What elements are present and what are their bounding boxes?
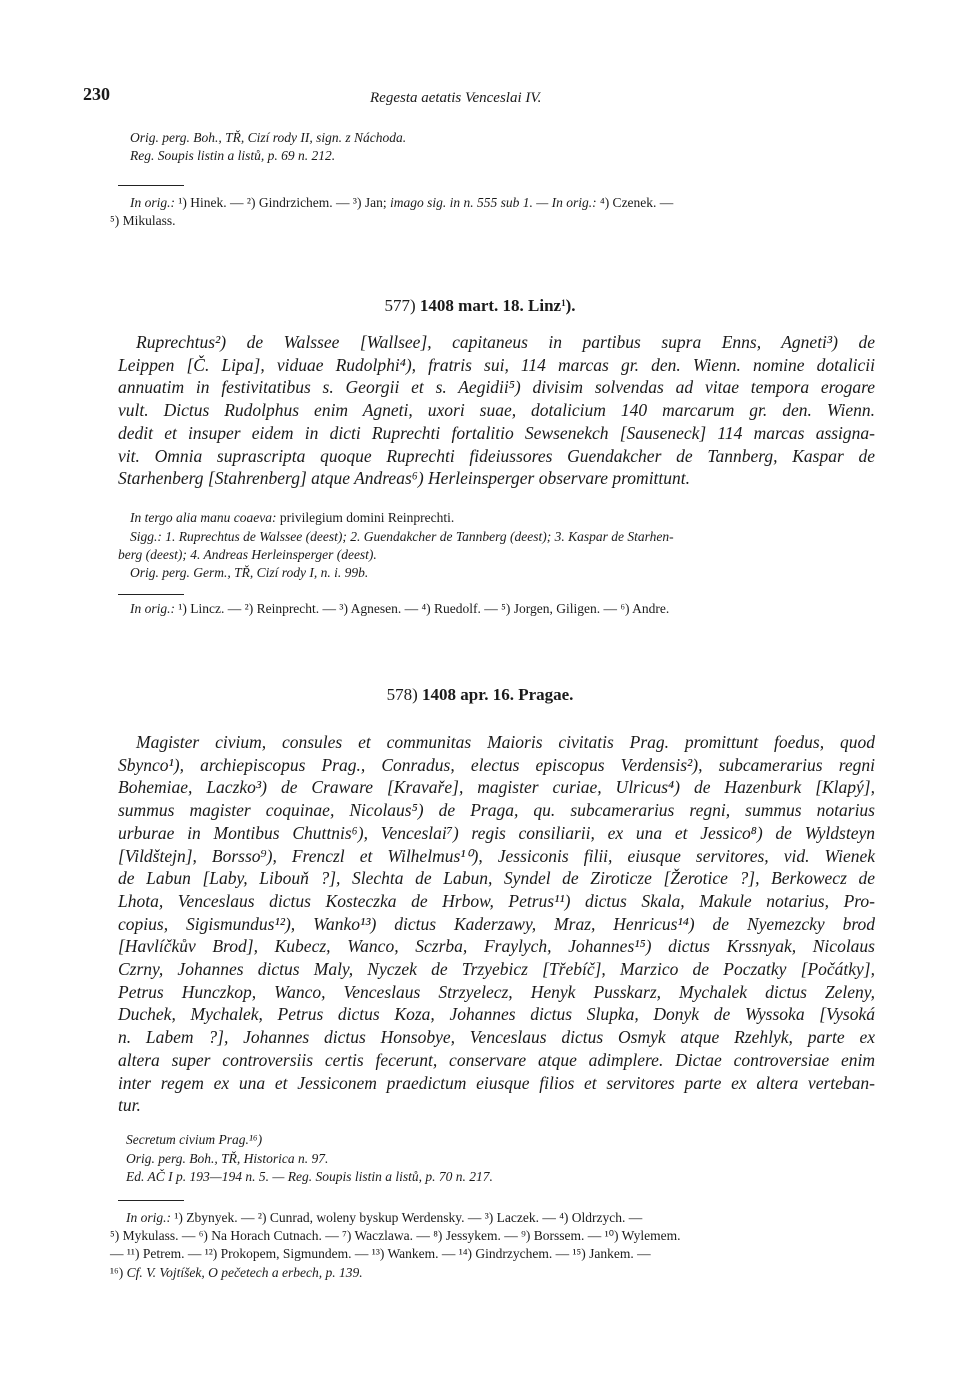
prev-footnotes-line-2: ⁵) Mikulass. — [110, 213, 176, 228]
text-line: copius, Sigismundus¹²), Wanko¹³) dictus Kaderzawy, Mraz, Henricus¹⁴) de Nyemezcky brod — [118, 913, 875, 934]
text-line: Petrus Hunczkop, Wanco, Venceslaus Strzyelecz, Henyk Pusskarz, Mychalek dictus Zeleny, — [118, 981, 875, 1002]
text-line: tur. — [118, 1095, 141, 1116]
text-line: urburae in Montibus Chuttnis⁶), Venceslai⁷) regis consiliarii, ex una et Jessico⁸) de Wyldsteyn — [118, 822, 875, 843]
text-line: Leippen [Č. Lipa], viduae Rudolphi⁴), fratris sui, 114 marcas gr. den. Wienn. nomine dotalicii — [118, 354, 875, 375]
entry-number: 578) — [386, 685, 418, 704]
entry-578-footnotes-line-1: In orig.: ¹) Zbynyek. — ²) Cunrad, woleny byskup Werdensky. — ³) Laczek. — ⁴) Oldrzych. — — [126, 1210, 643, 1225]
text-line: inter regem ex una et Jessiconem praedictum eiusque filios et servitores parte ex altera verteban- — [118, 1072, 875, 1093]
entry-577-footnotes: In orig.: ¹) Lincz. — ²) Reinprecht. — ³) Agnesen. — ⁴) Ruedolf. — ⁵) Jorgen, Giligen. — ⁶) Andre. — [130, 601, 670, 616]
text-line: Starhenberg [Stahrenberg] atque Andreas⁶) Herleinsperger observare promittunt. — [118, 468, 691, 489]
page-number: 230 — [83, 84, 110, 104]
footnote-rule — [118, 185, 184, 186]
footnote-prefix: In orig.: — [130, 195, 175, 210]
entry-577-regest — [118, 331, 875, 490]
text-line: Magister civium, consules et communitas Maioris civitatis Prag. promittunt foedus, quod — [136, 732, 875, 752]
entry-578-footnotes-line-4: ¹⁶) Cf. V. Vojtíšek, O pečetech a erbech, p. 139. — [110, 1265, 363, 1280]
seal-description: Secretum civium Prag.¹⁶) — [126, 1132, 263, 1147]
text-line: summus magister coquinae, Nicolaus⁵) de Praga, qu. subcamerarius regni, summus notarius — [118, 800, 875, 821]
text-line: Duchek, Mychalek, Petrus dictus Koza, Johannes dictus Slupka, Donyk de Wyssoka [Vysoká — [118, 1004, 875, 1025]
running-title: Regesta aetatis Venceslai IV. — [370, 90, 542, 106]
prev-footnotes-line-1 — [130, 194, 673, 212]
text-line: Bohemiae, Laczko³) de Craware [Kravaře], magister curiae, Ulricus⁴) de Hazenburk [Klapý], — [118, 777, 875, 798]
footnote-rule — [118, 594, 184, 595]
entry-577-heading — [0, 296, 960, 316]
text-line: Ruprechtus²) de Walssee [Wallsee], capitaneus in partibus supra Enns, Agneti³) de — [136, 332, 875, 352]
seals-line-2: berg (deest); 4. Andreas Herleinsperger (deest). — [118, 547, 377, 562]
text-line: [Vildštejn], Borsso⁹), Frenczl et Wilhelmus¹⁰), Jessiconis filii, eiusque servitores, vid. Wienek — [118, 845, 875, 866]
text-line: vit. Omnia suprascripta quoque Ruprechti fideiussores Guendakcher de Tannberg, Kaspar de — [118, 445, 875, 466]
text-line: Lhota, Venceslaus dictus Kosteczka de Hrbow, Petrus¹¹) dictus Skala, Makule notarius, Pro- — [118, 890, 875, 911]
archival-note-1: Orig. perg. Boh., TŘ, Cizí rody II, sign. z Náchoda. — [130, 130, 407, 145]
footnote-text: ¹) Hinek. — ²) Gindrzichem. — ³) Jan; — [175, 195, 390, 210]
archival-note-2: Reg. Soupis listin a listů, p. 69 n. 212. — [130, 148, 336, 163]
footnote-rule — [118, 1200, 184, 1201]
text-line: annuatim in festivitatibus s. Georgii et s. Aegidii⁵) divisim solvendas ad vitae tempora erogare — [118, 377, 875, 398]
entry-578-footnotes-line-3: — ¹¹) Petrem. — ¹²) Prokopem, Sigmundem. — ¹³) Wankem. — ¹⁴) Gindrzychem. — ¹⁵) Jankem. — — [110, 1246, 651, 1261]
text-line: Czrny, Johannes dictus Maly, Nyczek de Trzyebicz [Třebíč], Marzico de Poczatky [Počátky], — [118, 959, 875, 980]
footnote-tail: ⁴) Czenek. — — [596, 195, 674, 210]
footnote-italic: imago sig. in n. 555 sub 1. — In orig.: — [389, 195, 597, 210]
text-line: n. Labem ?], Johannes dictus Honsobye, Venceslaus dictus Osmyk atque Rzehlyk, parte ex — [118, 1027, 875, 1048]
text-line: vult. Dictus Rudolphus enim Agneti, uxori suae, dotalicium 140 marcarum gr. den. Wienn. — [118, 400, 875, 421]
seals-line-1: Sigg.: 1. Ruprechtus de Walssee (deest); 2. Guendakcher de Tannberg (deest); 3. Kaspar de Starhen- — [130, 529, 674, 544]
entry-number: 577) — [384, 296, 416, 315]
in-tergo-note: In tergo alia manu coaeva: privilegium domini Reinprechti. — [130, 510, 455, 525]
text-line: [Havlíčkův Brod], Kubecz, Wanco, Sczrba, Fraylych, Johannes¹⁵) dictus Krssnyak, Nicolaus — [118, 936, 875, 957]
entry-date-place: 1408 mart. 18. Linz$^1$). — [419, 296, 576, 315]
text-line: altera super controversiis certis fecerunt, conservare atque adimplere. Dictae controversiae enim — [118, 1049, 875, 1070]
edition-reference: Ed. AČ I p. 193—194 n. 5. — Reg. Soupis listin a listů, p. 70 n. 217. — [126, 1169, 493, 1184]
entry-578-footnotes-line-2: ⁵) Mykulass. — ⁶) Na Horach Cutnach. — ⁷) Waczlawa. — ⁸) Jessykem. — ⁹) Borssem. — ¹⁰) Wylemem. — [110, 1228, 681, 1243]
entry-578-heading — [0, 685, 960, 705]
entry-date-place: 1408 apr. 16. Pragae. — [422, 685, 574, 704]
text-line: de Labun [Laby, Libouň ?], Slechta de Labun, Syndel de Ziroticze [Žerotice ?], Berkowecz de — [118, 868, 875, 889]
entry-578-regest — [118, 731, 875, 1117]
original-location: Orig. perg. Boh., TŘ, Historica n. 97. — [126, 1151, 329, 1166]
original-location: Orig. perg. Germ., TŘ, Cizí rody I, n. i. 99b. — [130, 565, 369, 580]
text-line: Sbynco¹), archiepiscopus Prag., Conradus, electus episcopus Verdensis²), subcamerarius regni — [118, 754, 875, 775]
text-line: dedit et insuper eidem in dicti Ruprechti fortalitio Sewsenekch [Sauseneck] 114 marcas assigna- — [118, 422, 875, 443]
